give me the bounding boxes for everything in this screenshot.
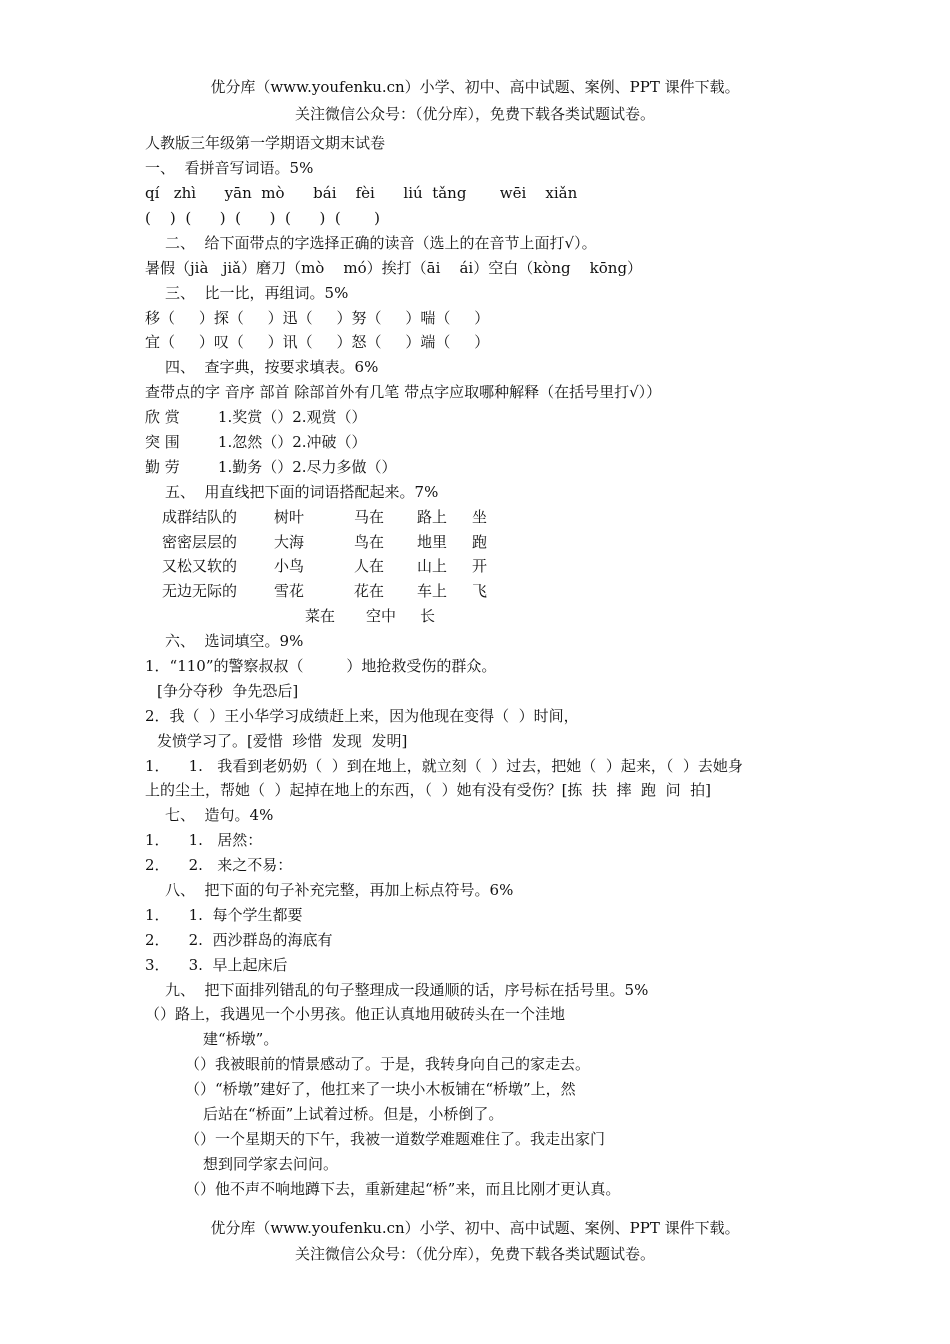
dictionary-row: 勤 劳 1.勤务（）2.尽力多做（） bbox=[145, 458, 397, 476]
answer-blanks: ( ) ( ) ( ) ( ) ( ) bbox=[145, 209, 380, 227]
dictionary-row: 欣 赏 1.奖赏（）2.观赏（） bbox=[145, 408, 367, 426]
fill-question-3: 1． 1. 我看到老奶奶（ ）到在地上，就立刻（ ）过去，把她（ ）起来，（ ）去她身 bbox=[145, 757, 743, 775]
pinyin-line: qí zhì yān mò bái fèi liú tǎng wēi xiǎn bbox=[145, 184, 578, 202]
match-extra-item: 空中 bbox=[366, 607, 397, 625]
match-col-a-item: 密密层层的 bbox=[162, 533, 238, 551]
match-col-c-item: 人在 bbox=[354, 557, 385, 575]
section-5-heading: 五、 用直线把下面的词语搭配起来。7% bbox=[165, 483, 439, 501]
section-2-heading: 二、 给下面带点的字选择正确的读音（选上的在音节上面打√）。 bbox=[165, 234, 597, 252]
section-9-heading: 九、 把下面排列错乱的句子整理成一段通顺的话，序号标在括号里。5% bbox=[165, 981, 649, 999]
match-extra-item: 菜在 bbox=[305, 607, 336, 625]
order-sentence: （）路上，我遇见一个小男孩。他正认真地用破砖头在一个洼地 bbox=[145, 1005, 566, 1023]
footer-line-2: 关注微信公众号：（优分库），免费下载各类试题试卷。 bbox=[294, 1245, 655, 1263]
section-4-heading: 四、 查字典，按要求填表。6% bbox=[165, 358, 379, 376]
section-7-heading: 七、 造句。4% bbox=[165, 806, 274, 824]
fill-question-2: 2．我（ ）王小华学习成绩赶上来，因为他现在变得（ ）时间， bbox=[145, 707, 579, 725]
order-sentence-cont: 建“桥墩”。 bbox=[203, 1030, 279, 1048]
match-col-d-item: 车上 bbox=[417, 582, 448, 600]
match-col-a-item: 又松又软的 bbox=[162, 557, 238, 575]
match-col-c-item: 花在 bbox=[354, 582, 385, 600]
match-col-a-item: 无边无际的 bbox=[162, 582, 238, 600]
order-sentence-cont: 想到同学家去问问。 bbox=[203, 1155, 339, 1173]
order-sentence: （）“桥墩”建好了，他扛来了一块小木板铺在“桥墩”上，然 bbox=[185, 1080, 576, 1098]
compare-row-1: 移（ ）探（ ）迅（ ）努（ ）喘（ ） bbox=[145, 309, 490, 327]
dictionary-table-header: 查带点的字 音序 部首 除部首外有几笔 带点字应取哪种解释（在括号里打√）） bbox=[145, 383, 662, 401]
match-col-e-item: 跑 bbox=[472, 533, 488, 551]
fill-question-1-options: [争分夺秒 争先恐后] bbox=[157, 682, 299, 700]
match-col-d-item: 路上 bbox=[417, 508, 448, 526]
section-8-heading: 八、 把下面的句子补充完整，再加上标点符号。6% bbox=[165, 881, 514, 899]
fill-question-2-options: 发愤学习了。[爱惜 珍惜 发现 发明] bbox=[157, 732, 408, 750]
sentence-item: 1． 1. 居然： bbox=[145, 831, 263, 849]
match-col-b-item: 树叶 bbox=[274, 508, 305, 526]
match-col-b-item: 小鸟 bbox=[274, 557, 305, 575]
match-col-b-item: 大海 bbox=[274, 533, 305, 551]
complete-item: 2． 2. 西沙群岛的海底有 bbox=[145, 931, 333, 949]
complete-item: 1． 1. 每个学生都要 bbox=[145, 906, 303, 924]
sentence-item: 2． 2. 来之不易： bbox=[145, 856, 293, 874]
match-col-c-item: 鸟在 bbox=[354, 533, 385, 551]
match-col-c-item: 马在 bbox=[354, 508, 385, 526]
match-col-e-item: 飞 bbox=[472, 582, 488, 600]
header-line-2: 关注微信公众号：（优分库），免费下载各类试题试卷。 bbox=[294, 105, 655, 123]
complete-item: 3． 3. 早上起床后 bbox=[145, 956, 288, 974]
section-1-heading: 一、 看拼音写词语。5% bbox=[145, 159, 314, 177]
order-sentence: （）他不声不响地蹲下去，重新建起“桥”来，而且比刚才更认真。 bbox=[185, 1180, 621, 1198]
compare-row-2: 宜（ ）叹（ ）讯（ ）怒（ ）端（ ） bbox=[145, 333, 490, 351]
match-col-e-item: 坐 bbox=[472, 508, 488, 526]
document-title: 人教版三年级第一学期语文期末试卷 bbox=[145, 134, 386, 152]
fill-question-1: 1．“110”的警察叔叔（ ）地抢救受伤的群众。 bbox=[145, 657, 497, 675]
header-line-1: 优分库（www.youfenku.cn）小学、初中、高中试题、案例、PPT 课件下载。 bbox=[210, 78, 740, 96]
pronunciation-line: 暑假（jià jiǎ）磨刀（mò mó）挨打（āi ái）空白（kòng kōng） bbox=[145, 259, 643, 277]
section-6-heading: 六、 选词填空。9% bbox=[165, 632, 304, 650]
order-sentence: （）我被眼前的情景感动了。于是，我转身向自己的家走去。 bbox=[185, 1055, 591, 1073]
fill-question-3-cont: 上的尘土，帮她（ ）起掉在地上的东西，（ ）她有没有受伤？[拣 扶 摔 跑 问 拍] bbox=[145, 781, 711, 799]
footer-line-1: 优分库（www.youfenku.cn）小学、初中、高中试题、案例、PPT 课件下载。 bbox=[210, 1219, 740, 1237]
order-sentence: （）一个星期天的下午，我被一道数学难题难住了。我走出家门 bbox=[185, 1130, 606, 1148]
match-col-d-item: 山上 bbox=[417, 557, 448, 575]
dictionary-row: 突 围 1.忽然（）2.冲破（） bbox=[145, 433, 367, 451]
match-col-e-item: 开 bbox=[472, 557, 488, 575]
order-sentence-cont: 后站在“桥面”上试着过桥。但是，小桥倒了。 bbox=[203, 1105, 504, 1123]
match-col-d-item: 地里 bbox=[417, 533, 448, 551]
section-3-heading: 三、 比一比，再组词。5% bbox=[165, 284, 349, 302]
match-col-a-item: 成群结队的 bbox=[162, 508, 238, 526]
match-extra-item: 长 bbox=[420, 607, 436, 625]
match-col-b-item: 雪花 bbox=[274, 582, 305, 600]
